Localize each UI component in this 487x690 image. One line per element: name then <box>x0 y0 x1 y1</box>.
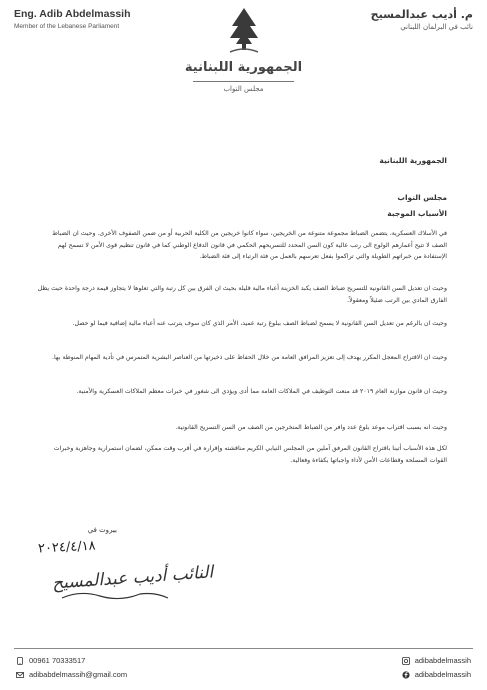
email-address: adibabdelmassih@gmail.com <box>29 670 128 679</box>
handwritten-signature: النائب أديب عبدالمسيح <box>51 562 214 594</box>
footer-social-2[interactable] <box>402 670 471 679</box>
mp-name-english: Eng. Adib Abdelmassih <box>14 8 131 20</box>
parliament-subtitle: مجلس النواب <box>223 85 264 93</box>
footer-phone[interactable] <box>16 656 85 665</box>
mp-title-english: Member of the Lebanese Parliament <box>14 23 120 30</box>
footer-social-1[interactable] <box>402 656 471 665</box>
header-left <box>14 8 174 30</box>
header-right <box>323 8 473 31</box>
footer-email[interactable] <box>16 670 127 679</box>
phone-icon <box>16 657 24 665</box>
footer-divider <box>14 648 473 649</box>
email-icon <box>16 671 24 679</box>
parliament-heading: مجلس النواب <box>397 193 447 202</box>
republic-heading: الجمهورية اللبنانية <box>379 156 447 165</box>
paragraph: وحيث ان الاقتراح المعجل المكرر يهدف إلى تعزيز المرافق العامة من خلال الحفاظ على ذخيرتها من العناصر البشرية المتمرس في تأدية المهام المنوطة بها. <box>52 354 447 361</box>
paragraph: في الأسلاك العسكرية، يتضمن الضباط مجموعة متنوعة من الخريجين، سواء كانوا خريجين من الكلية الحربية أو من ضمن الصفوف الأخرى. وحيث ان الضباط الصف لا تتيح أعمارهم الولوج الى رتب عالية كون السن المحدد للتسريحهم الحكمي في قانون الدفاع الوطني كما في قانون تنظيم قوى الأمن لا تسمح لهم الإستفادة من خبراتهم الطويلة والتي تراكموا بفعل تعرسهم بالعمل من فئة الرتباء إلى فئة الضباط. <box>52 230 447 260</box>
title-divider <box>193 81 294 82</box>
reasons-heading: الأسباب الموجبة <box>387 209 447 218</box>
paragraph: وحيث ان بالرغم من تعديل السن القانونية لا يسمح لضباط الصف ببلوغ رتبة عميد، الأمر الذي كان سوف يترتب عنه أعباء مالية إضافية فيما لو حصل. <box>72 320 447 327</box>
social-icon <box>402 657 410 665</box>
paragraph: وحيث ان تعديل السن القانونية للتسريح ضباط الصف يكبد الخزينة أعباء مالية قليلة بحيث ان الفرق بين كل رتبة والتي تعلوها لا يتجاوز قيمة درجة واحدة حيث يظل الفارق المادي بين الرتب ضئيلاً ومعقولاً. <box>37 285 447 304</box>
cedar-emblem-icon <box>226 4 262 56</box>
handwritten-date: ٢٠٢٤/٤/١٨ <box>37 538 96 557</box>
paragraph: وحيث انه بسبب اقتراب موعد بلوغ عدد وافر من الضباط المتخرجين من الصف من السن التسريح القانونية. <box>175 424 447 431</box>
paragraph: لكل هذه الأسباب أتينا باقتراح القانون المرفق آملين من المجلس النيابي الكريم مناقشته وإقراره في أقرب وقت ممكن، لضمان استمرارية وجاهزية وخبرات القوات المسلحة وقطاعات الأمن لأداء واجباتها بكفاءة وفعالية. <box>53 445 447 464</box>
mp-name-arabic: م. أديب عبدالمسيح <box>370 8 473 21</box>
republic-title: الجمهورية اللبنانية <box>184 60 303 75</box>
social-icon <box>402 671 410 679</box>
place-date-label: بيروت في <box>87 526 117 534</box>
mp-title-arabic: نائب في البرلمان اللبناني <box>400 23 473 31</box>
signature-flourish <box>60 586 170 606</box>
social-handle: adibabdelmassih <box>414 656 471 665</box>
phone-number: 00961 70333517 <box>29 656 86 665</box>
social-handle: adibabdelmassih <box>414 670 471 679</box>
paragraph: وحيث ان قانون موازنة العام ٢٠١٩ قد منعت التوظيف في الملاكات العامة مما أدى ويؤدي الى شغور في خبرات معظم الملاكات العسكرية والأمنية. <box>76 388 447 395</box>
